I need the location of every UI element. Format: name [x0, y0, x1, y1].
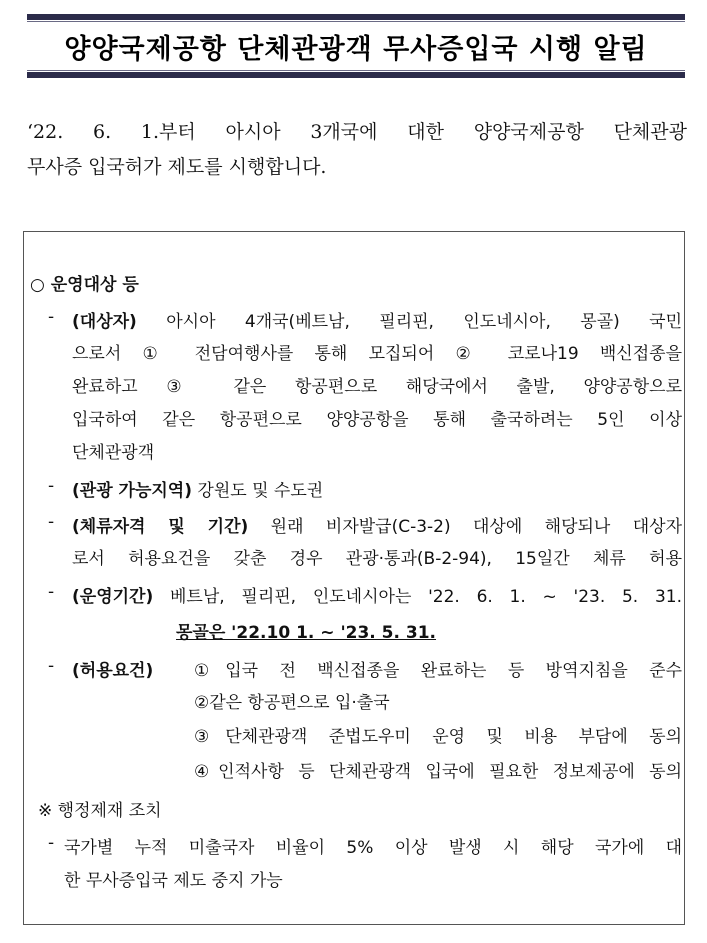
- target-label: (대상자): [72, 312, 137, 332]
- target-line-2: 으로서 ① 전담여행사를 통해 모집되어 ② 코로나19 백신접종을: [72, 344, 682, 364]
- stay-line-2: 로서 허용요건을 갖춘 경우 관광·통과(B-2-94), 15일간 체류 허용: [72, 549, 682, 569]
- intro-line-2: 무사증 입국허가 제도를 시행합니다.: [27, 156, 327, 178]
- stay-dash: -: [48, 512, 55, 532]
- period-label: (운영기간): [72, 587, 154, 607]
- sanction-line-1: 국가별 누적 미출국자 비율이 5% 이상 발생 시 해당 국가에 대: [64, 838, 682, 858]
- title-bottom-rule: [27, 72, 685, 78]
- period-text-1: 베트남, 필리핀, 인도네시아는 '22. 6. 1. ~ '23. 5. 31.: [153, 587, 682, 607]
- requirements-dash: -: [48, 656, 55, 676]
- requirement-item-3: ③단체관광객 준법도우미 운영 및 비용 부담에 동의: [194, 727, 682, 747]
- requirement-item-2: ②같은 항공편으로 입·출국: [194, 693, 390, 713]
- stay-line-1: [72, 512, 682, 537]
- target-line-3: 완료하고 ③ 같은 항공편으로 해당국에서 출발, 양양공항으로: [72, 377, 682, 397]
- target-line-5: 단체관광객: [72, 443, 155, 463]
- intro-line-1: ‘22. 6. 1.부터 아시아 3개국에 대한 양양국제공항 단체관광: [27, 121, 687, 143]
- section-heading: ○ 운영대상 등: [30, 275, 139, 295]
- region-text: 강원도 및 수도권: [192, 481, 324, 501]
- requirement-item-4: ④인적사항 등 단체관광객 입국에 필요한 정보제공에 동의: [194, 762, 682, 782]
- region-line: [72, 476, 323, 501]
- title-top-rule: [27, 14, 685, 20]
- region-dash: -: [48, 476, 55, 496]
- sanction-dash: -: [48, 833, 55, 853]
- target-line-4: 입국하여 같은 항공편으로 양양공항을 통해 출국하려는 5인 이상: [72, 410, 682, 430]
- stay-label: (체류자격 및 기간): [72, 517, 249, 537]
- target-text-1: 아시아 4개국(베트남, 필리핀, 인도네시아, 몽골) 국민: [136, 312, 682, 332]
- page-title: 양양국제공항 단체관광객 무사증입국 시행 알림: [64, 33, 648, 65]
- sanction-line-2: 한 무사증입국 제도 중지 가능: [64, 871, 283, 891]
- requirement-item-1: ①입국 전 백신접종을 완료하는 등 방역지침을 준수: [194, 661, 682, 681]
- target-dash: -: [48, 307, 55, 327]
- period-dash: -: [48, 582, 55, 602]
- stay-text-1: 원래 비자발급(C-3-2) 대상에 해당되나 대상자: [248, 517, 682, 537]
- requirements-label: (허용요건): [72, 661, 154, 681]
- title-bottom-rule-thin: [27, 70, 685, 71]
- period-line-1: [72, 582, 682, 607]
- region-label: (관광 가능지역): [72, 481, 192, 501]
- details-box: [23, 231, 685, 925]
- target-line-1: [72, 307, 682, 332]
- intro-paragraph: [27, 115, 687, 185]
- period-line-2: 몽골은 '22.10 1. ~ '23. 5. 31.: [176, 623, 437, 643]
- sanction-heading: ※ 행정제재 조치: [38, 801, 162, 821]
